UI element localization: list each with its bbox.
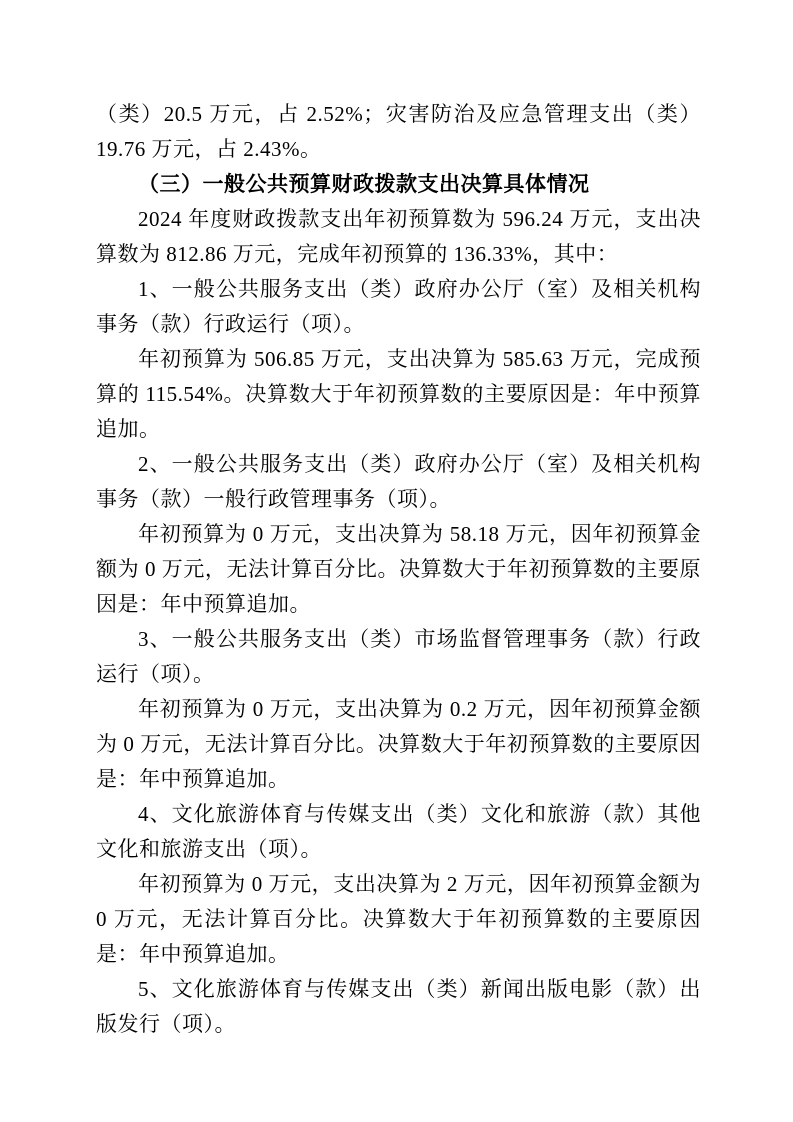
- paragraph-item-1-detail: 年初预算为 506.85 万元，支出决算为 585.63 万元，完成预算的 115.54%。决算数大于年初预算数的主要原因是：年中预算追加。: [96, 347, 701, 441]
- paragraph-item-5-title: 5、文化旅游体育与传媒支出（类）新闻出版电影（款）出版发行（项）。: [96, 977, 701, 1036]
- paragraph-item-2-title: 2、一般公共服务支出（类）政府办公厅（室）及相关机构事务（款）一般行政管理事务（项）。: [96, 452, 701, 511]
- paragraph-item-1-title: 1、一般公共服务支出（类）政府办公厅（室）及相关机构事务（款）行政运行（项）。: [96, 277, 701, 336]
- paragraph-item-2-detail: 年初预算为 0 万元，支出决算为 58.18 万元，因年初预算金额为 0 万元，无法计算百分比。决算数大于年初预算数的主要原因是：年中预算追加。: [96, 522, 701, 616]
- section-heading: （三）一般公共预算财政拨款支出决算具体情况: [138, 173, 590, 196]
- paragraph-percent-continuation: （类）20.5 万元，占 2.52%；灾害防治及应急管理支出（类）19.76 万元，占 2.43%。: [96, 102, 701, 161]
- paragraph-budget-summary: 2024 年度财政拨款支出年初预算数为 596.24 万元，支出决算数为 812.86 万元，完成年初预算的 136.33%，其中：: [96, 207, 701, 266]
- paragraph-item-3-title: 3、一般公共服务支出（类）市场监督管理事务（款）行政运行（项）。: [96, 627, 701, 686]
- paragraph-item-4-detail: 年初预算为 0 万元，支出决算为 2 万元，因年初预算金额为 0 万元，无法计算百分比。决算数大于年初预算数的主要原因是：年中预算追加。: [96, 872, 701, 966]
- paragraph-item-3-detail: 年初预算为 0 万元，支出决算为 0.2 万元，因年初预算金额为 0 万元，无法计算百分比。决算数大于年初预算数的主要原因是：年中预算追加。: [96, 697, 701, 791]
- paragraph-item-4-title: 4、文化旅游体育与传媒支出（类）文化和旅游（款）其他文化和旅游支出（项）。: [96, 802, 701, 861]
